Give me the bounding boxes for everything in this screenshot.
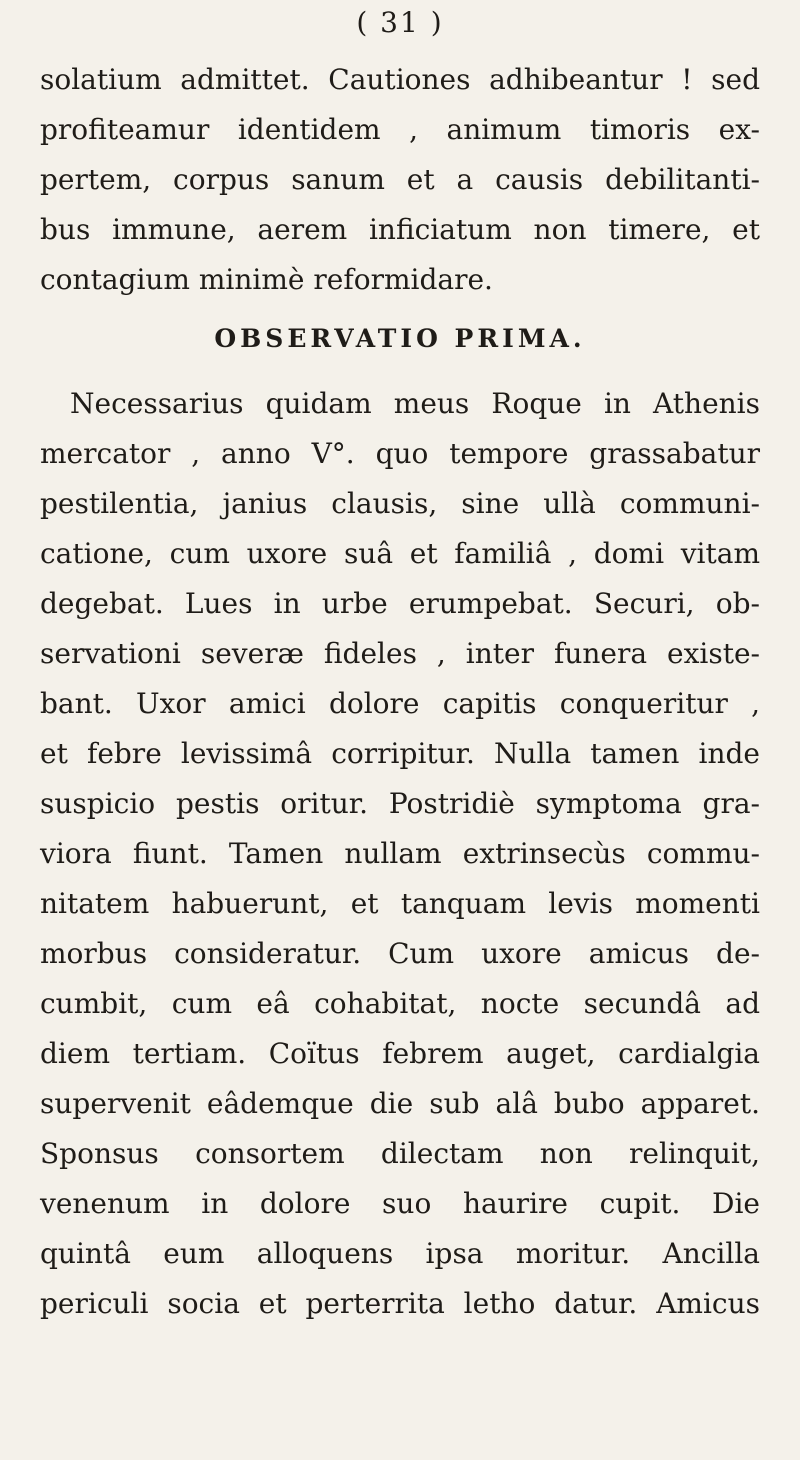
text-line: pertem, corpus sanum et a causis debilitanti- (40, 163, 760, 196)
text-line: morbus consideratur. Cum uxore amicus de- (40, 937, 760, 970)
text-line: servationi severæ fideles , inter funera existe- (40, 637, 760, 670)
text-line: degebat. Lues in urbe erumpebat. Securi, ob- (40, 587, 760, 620)
text-line: venenum in dolore suo haurire cupit. Die (40, 1187, 760, 1220)
text-line: profiteamur identidem , animum timoris ex- (40, 113, 760, 146)
text-line: bant. Uxor amici dolore capitis conqueritur , (40, 687, 760, 720)
text-line: mercator , anno V°. quo tempore grassabatur (40, 437, 760, 470)
text-line: cumbit, cum eâ cohabitat, nocte secundâ ad (40, 987, 760, 1020)
text-line: solatium admittet. Cautiones adhibeantur ! sed (40, 63, 760, 96)
text-line: et febre levissimâ corripitur. Nulla tamen inde (40, 737, 760, 770)
page-number: ( 31 ) (356, 6, 444, 39)
text-line: suspicio pestis oritur. Postridiè symptoma gra- (40, 787, 760, 820)
text-line: pestilentia, janius clausis, sine ullà communi- (40, 487, 760, 520)
text-line: catione, cum uxore suâ et familiâ , domi vitam (40, 537, 760, 570)
text-line: periculi socia et perterrita letho datur. Amicus (40, 1287, 760, 1320)
section-heading: OBSERVATIO PRIMA. (214, 324, 586, 353)
text-line: Sponsus consortem dilectam non relinquit, (40, 1137, 760, 1170)
text-line: Necessarius quidam meus Roque in Athenis (70, 387, 760, 420)
text-line: quintâ eum alloquens ipsa moritur. Ancilla (40, 1237, 760, 1270)
text-line: bus immune, aerem inficiatum non timere, et (40, 213, 760, 246)
text-line: contagium minimè reformidare. (40, 263, 493, 296)
text-line: nitatem habuerunt, et tanquam levis momenti (40, 887, 760, 920)
text-line: diem tertiam. Coïtus febrem auget, cardialgia (40, 1037, 760, 1070)
text-line: supervenit eâdemque die sub alâ bubo apparet. (40, 1087, 760, 1120)
text-line: viora fiunt. Tamen nullam extrinsecùs commu- (40, 837, 760, 870)
